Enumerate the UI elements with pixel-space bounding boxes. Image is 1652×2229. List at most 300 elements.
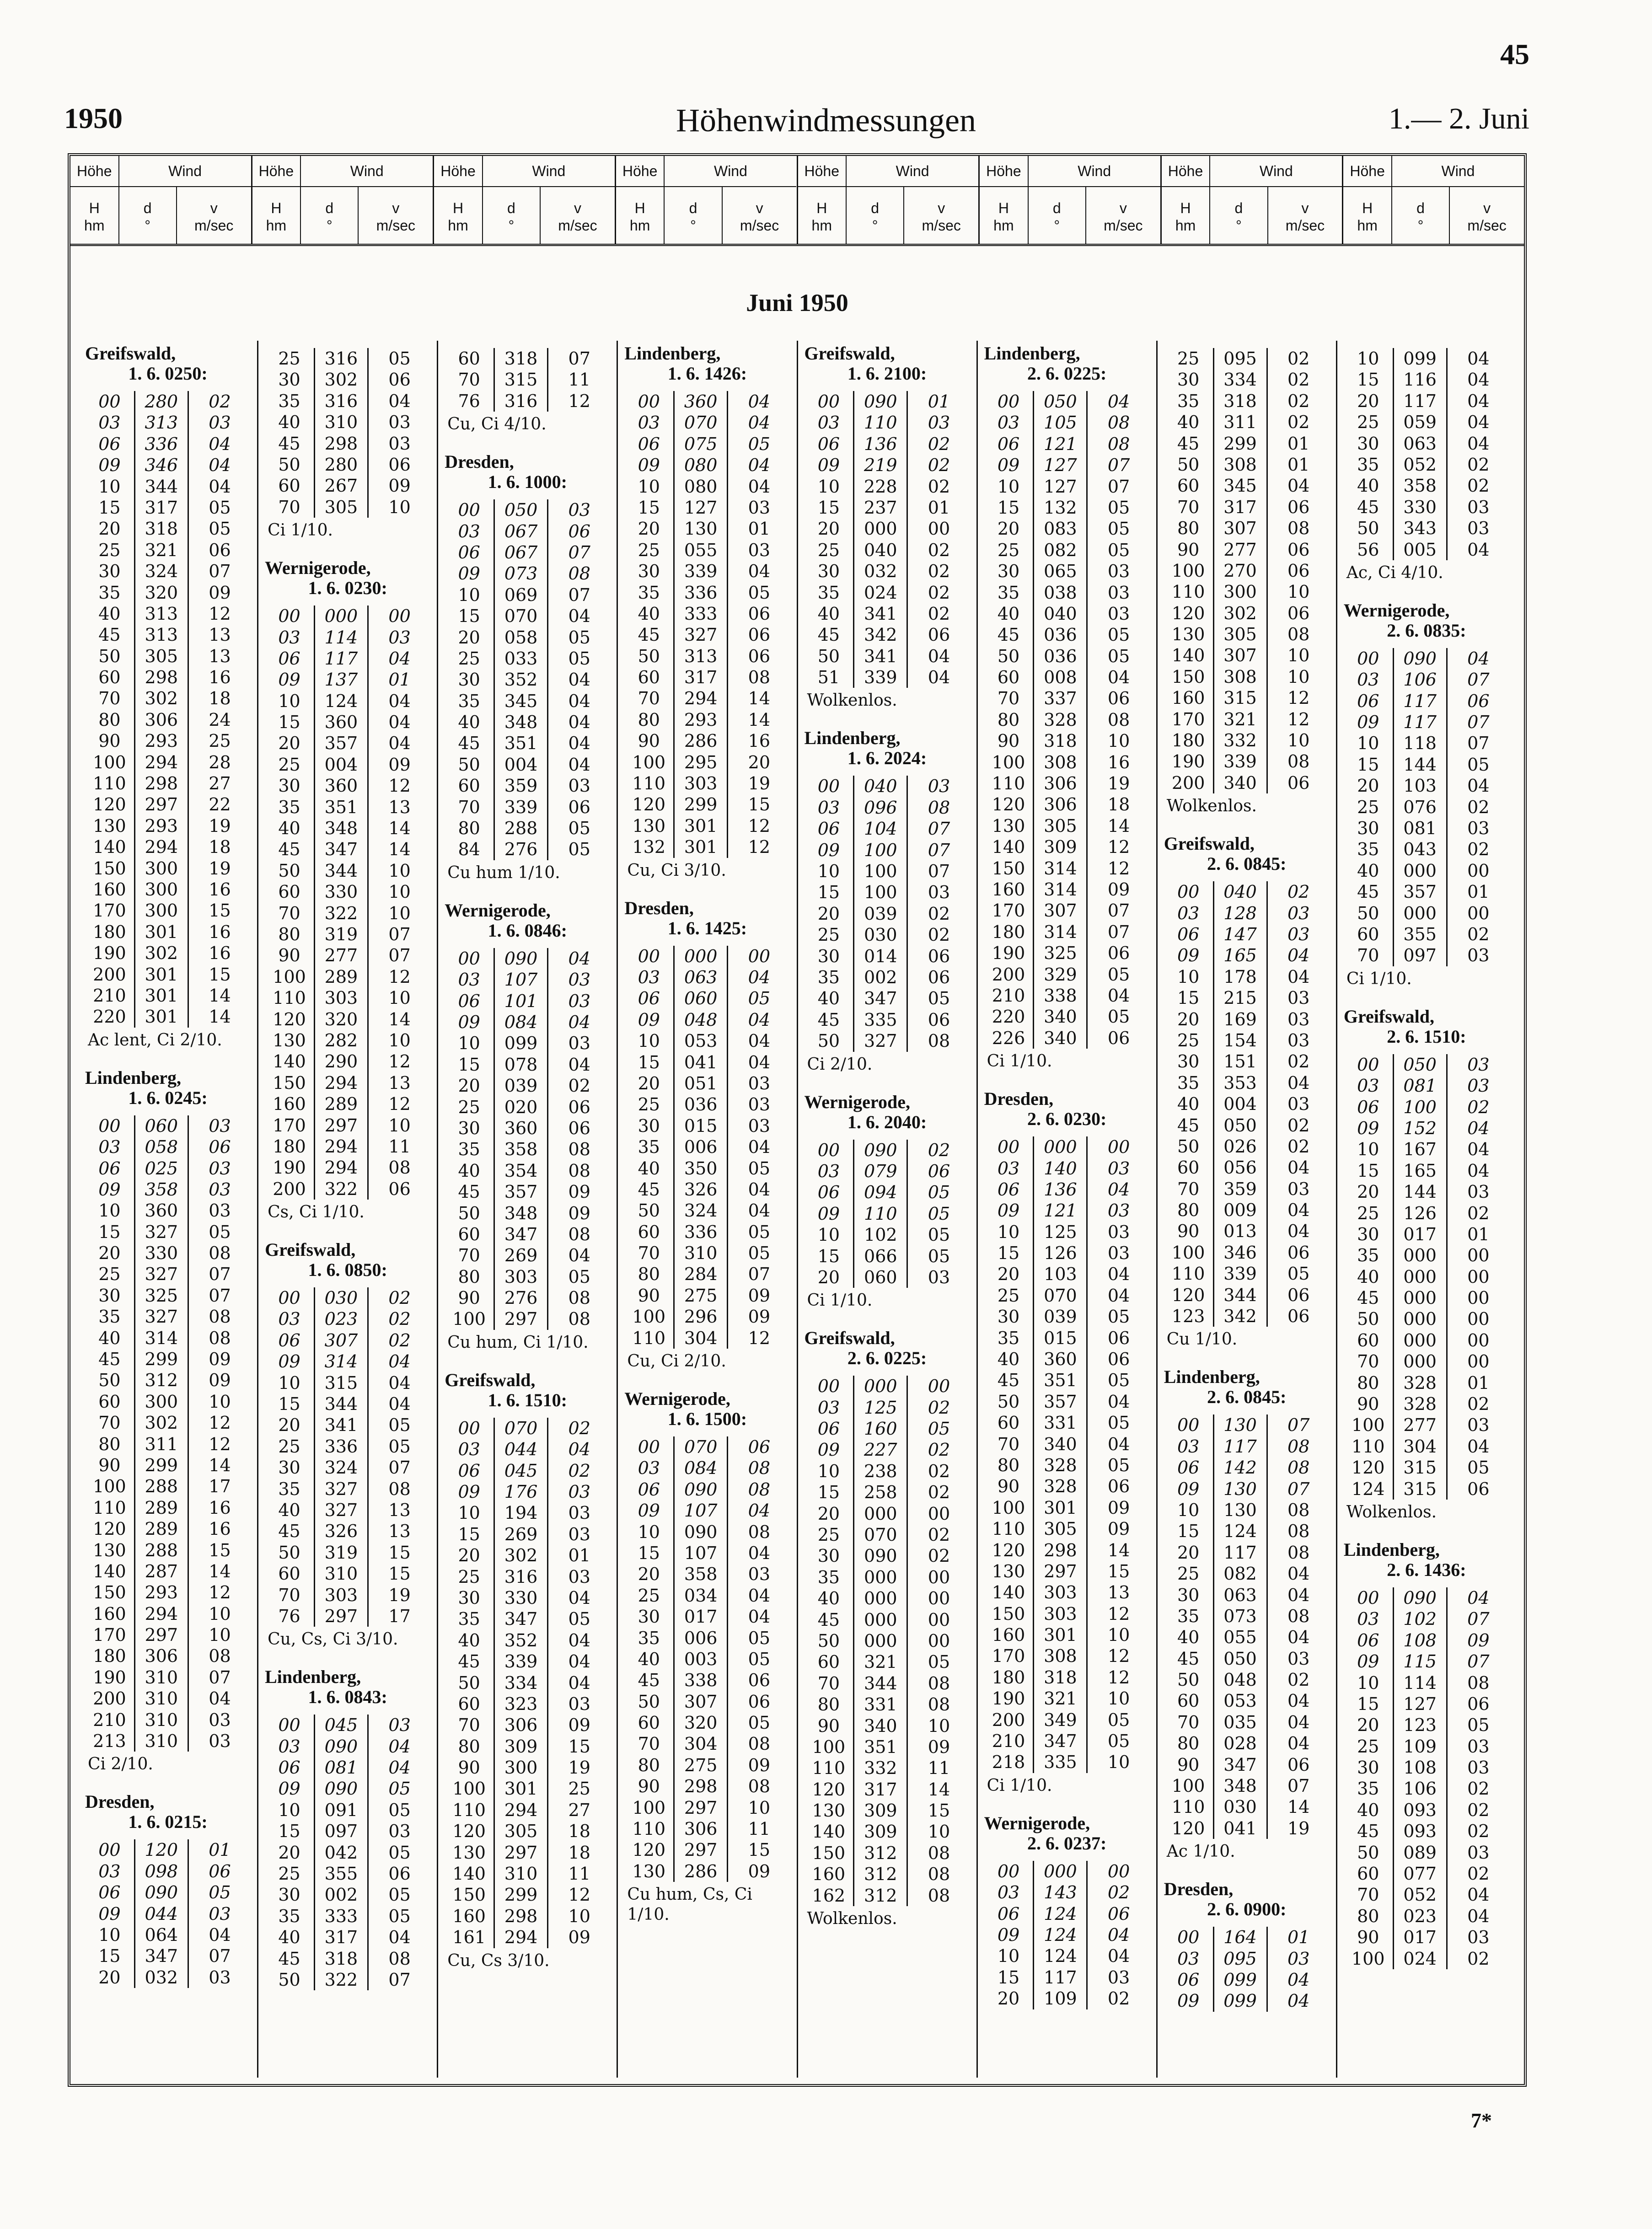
speed-cell: 02: [209, 391, 231, 412]
data-rows: [1164, 1927, 1330, 2012]
direction-cell: 347: [134, 1945, 189, 1966]
direction-cell: 298: [134, 773, 189, 794]
direction-cell: 330: [314, 881, 369, 902]
table-row: [984, 1222, 1150, 1243]
height-cell: 45: [98, 625, 121, 645]
cloud-note: Ci 1/10.: [807, 1291, 873, 1310]
speed-cell: 05: [928, 1419, 950, 1439]
header-group: [434, 156, 616, 244]
direction-cell: 306: [493, 1715, 548, 1736]
speed-cell: 03: [209, 1158, 231, 1179]
height-cell: 45: [817, 625, 840, 645]
table-row: [624, 1136, 790, 1157]
speed-cell: 05: [209, 497, 231, 518]
table-row: [805, 497, 970, 518]
speed-cell: 02: [1467, 1097, 1490, 1117]
speed-cell: 15: [748, 1840, 771, 1860]
speed-cell: 02: [1287, 882, 1310, 902]
speed-cell: 12: [1107, 837, 1130, 857]
speed-cell: 02: [1467, 924, 1490, 944]
height-cell: 15: [278, 712, 300, 733]
height-cell: 190: [93, 943, 126, 964]
speed-cell: 04: [1467, 412, 1490, 433]
height-cell: 15: [817, 1482, 840, 1503]
table-row: [805, 882, 970, 903]
speed-cell: 05: [928, 1203, 950, 1224]
height-cell: 100: [93, 752, 126, 772]
station-name: Dresden,: [85, 1791, 155, 1812]
speed-cell: 00: [1107, 1137, 1130, 1157]
table-row: [265, 1457, 430, 1478]
header-h: H: [1362, 200, 1373, 216]
height-cell: 25: [817, 540, 840, 560]
height-cell: 06: [1357, 1097, 1379, 1117]
table-row: [445, 1139, 610, 1160]
header-ms: m/sec: [1467, 217, 1507, 234]
table-row: [984, 730, 1150, 751]
height-cell: 25: [1177, 1564, 1200, 1584]
table-row: [1164, 645, 1330, 666]
cloud-note: Cu hum, Ci 1/10.: [447, 1333, 589, 1352]
table-row: [984, 476, 1150, 497]
direction-cell: 314: [1033, 879, 1088, 900]
height-cell: 90: [1357, 1394, 1379, 1415]
height-cell: 110: [632, 1328, 666, 1348]
height-cell: 40: [1357, 1800, 1379, 1820]
height-cell: 20: [817, 1267, 840, 1287]
speed-cell: 04: [568, 712, 590, 733]
height-cell: 200: [93, 964, 126, 985]
height-cell: 150: [93, 858, 126, 879]
direction-cell: 114: [314, 627, 369, 648]
speed-cell: 00: [928, 1567, 950, 1587]
direction-cell: 309: [493, 1736, 548, 1757]
height-cell: 140: [1171, 645, 1205, 666]
height-cell: 123: [1171, 1306, 1205, 1327]
speed-cell: 09: [748, 1285, 771, 1306]
table-row: [85, 900, 251, 921]
height-cell: 50: [1357, 903, 1379, 923]
direction-cell: 316: [314, 391, 369, 412]
speed-cell: 03: [1107, 1243, 1130, 1264]
table-row: [805, 1182, 970, 1203]
speed-cell: 05: [209, 519, 231, 539]
speed-cell: 03: [388, 433, 411, 454]
direction-cell: 346: [1213, 1242, 1268, 1263]
header-h: H: [816, 200, 827, 216]
table-row: [1164, 1436, 1330, 1457]
height-cell: 210: [93, 985, 126, 1006]
direction-cell: 289: [314, 966, 369, 987]
table-row: [445, 1308, 610, 1329]
height-cell: 90: [98, 731, 121, 751]
speed-cell: 03: [928, 882, 950, 903]
table-row: [445, 499, 610, 520]
speed-cell: 02: [928, 1440, 950, 1460]
height-cell: 45: [278, 433, 300, 454]
height-cell: 60: [638, 1713, 660, 1733]
speed-cell: 05: [748, 1158, 771, 1179]
direction-cell: 144: [1393, 1181, 1448, 1202]
header-direction-unit: [847, 187, 904, 244]
speed-cell: 05: [928, 988, 950, 1009]
table-row: [624, 815, 790, 836]
height-cell: 09: [98, 455, 121, 476]
direction-cell: 297: [134, 794, 189, 815]
table-row: [1344, 1715, 1509, 1736]
height-cell: 00: [817, 1140, 840, 1160]
direction-cell: 351: [493, 733, 548, 754]
direction-cell: 347: [314, 839, 369, 860]
direction-cell: 308: [1033, 752, 1088, 773]
speed-cell: 03: [1467, 1757, 1490, 1778]
height-cell: 45: [1177, 1648, 1200, 1669]
table-row: [1164, 539, 1330, 560]
table-row: [85, 1924, 251, 1945]
direction-cell: 302: [134, 688, 189, 709]
table-row: [805, 1715, 970, 1736]
table-row: [624, 1094, 790, 1115]
header-speed-unit: [904, 187, 978, 244]
station-name: Greifswald,: [804, 343, 895, 364]
table-row: [1344, 797, 1509, 818]
speed-cell: 12: [388, 966, 411, 987]
height-cell: 35: [1177, 391, 1200, 411]
height-cell: 00: [458, 948, 480, 969]
table-row: [85, 688, 251, 709]
speed-cell: 03: [1467, 1076, 1490, 1096]
direction-cell: 028: [1213, 1733, 1268, 1754]
height-cell: 110: [93, 1497, 126, 1518]
speed-cell: 05: [1107, 1709, 1130, 1730]
direction-cell: 289: [134, 1518, 189, 1539]
height-cell: 110: [1352, 1436, 1385, 1457]
speed-cell: 04: [568, 606, 590, 627]
direction-cell: 000: [853, 1609, 908, 1630]
table-row: [984, 1391, 1150, 1412]
speed-cell: 06: [748, 646, 771, 666]
table-row: [265, 1179, 430, 1200]
month-heading: Juni 1950: [746, 289, 848, 316]
height-cell: 25: [1177, 1030, 1200, 1050]
direction-cell: 312: [853, 1843, 908, 1864]
height-cell: 20: [817, 903, 840, 924]
direction-cell: 081: [1393, 818, 1448, 839]
cloud-note: Ci 1/10.: [987, 1052, 1052, 1071]
speed-cell: 04: [1467, 1436, 1490, 1457]
header-d: d: [871, 200, 880, 216]
header-v: v: [1483, 200, 1491, 216]
direction-cell: 060: [134, 1115, 189, 1136]
direction-cell: 165: [1393, 1160, 1448, 1181]
data-column: [438, 341, 618, 2078]
table-row: [624, 476, 790, 497]
direction-cell: 314: [1033, 922, 1088, 943]
table-row: [85, 1882, 251, 1903]
speed-cell: 04: [1287, 1221, 1310, 1242]
direction-cell: 114: [1393, 1672, 1448, 1693]
table-row: [1344, 1415, 1509, 1436]
table-row: [85, 1667, 251, 1688]
cloud-note: Cu, Ci 2/10.: [627, 1352, 726, 1371]
data-rows: [805, 1140, 970, 1288]
direction-cell: 008: [1033, 667, 1088, 688]
speed-cell: 07: [388, 1970, 411, 1990]
speed-cell: 03: [209, 1967, 231, 1988]
direction-cell: 000: [1393, 1245, 1448, 1266]
direction-cell: 288: [134, 1476, 189, 1497]
height-cell: 218: [992, 1752, 1025, 1773]
height-cell: 03: [1357, 1609, 1379, 1629]
height-cell: 120: [992, 1540, 1025, 1560]
table-row: [265, 1351, 430, 1372]
speed-cell: 15: [568, 1736, 590, 1757]
direction-cell: 277: [314, 945, 369, 966]
table-row: [624, 1797, 790, 1818]
speed-cell: 00: [1467, 1245, 1490, 1266]
height-cell: 170: [992, 900, 1025, 921]
speed-cell: 15: [388, 1564, 411, 1584]
speed-cell: 04: [748, 455, 771, 476]
speed-cell: 02: [928, 434, 950, 454]
height-cell: 90: [458, 1757, 480, 1778]
direction-cell: 099: [1393, 348, 1448, 369]
station-header: [1344, 1007, 1509, 1047]
table-row: [265, 348, 430, 369]
table-row: [85, 1603, 251, 1624]
speed-cell: 01: [1467, 1372, 1490, 1393]
speed-cell: 04: [388, 1757, 411, 1778]
height-cell: 10: [458, 584, 480, 605]
direction-cell: 288: [134, 1540, 189, 1561]
speed-cell: 03: [1467, 1927, 1490, 1948]
station-time: 1. 6. 2040:: [847, 1111, 927, 1132]
speed-cell: 12: [748, 815, 771, 836]
speed-cell: 05: [388, 1800, 411, 1820]
height-cell: 70: [278, 1585, 300, 1605]
direction-cell: 301: [134, 964, 189, 985]
height-cell: 30: [458, 1118, 480, 1138]
table-row: [1344, 1608, 1509, 1629]
direction-cell: 091: [314, 1800, 369, 1821]
direction-cell: 301: [493, 1778, 548, 1799]
direction-cell: 318: [493, 348, 548, 369]
direction-cell: 289: [134, 1497, 189, 1518]
height-cell: 60: [1357, 1864, 1379, 1884]
table-row: [984, 1861, 1150, 1882]
speed-cell: 18: [568, 1821, 590, 1842]
speed-cell: 08: [1467, 1672, 1490, 1693]
station-header: [805, 728, 970, 768]
height-cell: 25: [278, 754, 300, 775]
height-cell: 30: [278, 1457, 300, 1478]
table-row: [624, 1436, 790, 1457]
direction-cell: 013: [1213, 1221, 1268, 1242]
speed-cell: 06: [748, 603, 771, 624]
speed-cell: 03: [209, 1179, 231, 1200]
table-row: [85, 922, 251, 943]
direction-cell: 063: [1393, 433, 1448, 454]
speed-cell: 11: [928, 1758, 950, 1779]
direction-cell: 100: [853, 882, 908, 903]
direction-cell: 313: [134, 603, 189, 624]
direction-cell: 103: [1393, 775, 1448, 796]
header-group: [1343, 156, 1524, 244]
table-row: [805, 1140, 970, 1161]
direction-cell: 026: [1213, 1136, 1268, 1157]
direction-cell: 267: [314, 475, 369, 496]
table-row: [984, 1709, 1150, 1731]
height-cell: 60: [98, 1391, 121, 1412]
speed-cell: 00: [1467, 1351, 1490, 1372]
station-time: 2. 6. 0835:: [1387, 620, 1466, 641]
direction-cell: 338: [673, 1670, 728, 1691]
height-cell: 120: [1352, 1457, 1385, 1478]
table-row: [624, 1818, 790, 1839]
height-cell: 45: [98, 1349, 121, 1370]
speed-cell: 06: [1287, 1306, 1310, 1327]
speed-cell: 25: [209, 731, 231, 751]
direction-cell: 318: [314, 1948, 369, 1969]
station-time: 1. 6. 2024:: [847, 748, 927, 769]
height-cell: 100: [1352, 1948, 1385, 1969]
table-row: [624, 988, 790, 1009]
height-cell: 15: [997, 497, 1020, 518]
table-row: [805, 518, 970, 539]
direction-cell: 340: [1213, 772, 1268, 793]
header-h: H: [634, 200, 645, 216]
table-row: [624, 794, 790, 815]
speed-cell: 02: [388, 1330, 411, 1350]
direction-cell: 000: [1033, 1136, 1088, 1157]
station-header: [85, 343, 251, 384]
height-cell: 180: [992, 922, 1025, 942]
header-hm: hm: [448, 217, 468, 234]
table-row: [984, 1412, 1150, 1433]
table-row: [805, 1482, 970, 1503]
height-cell: 90: [278, 945, 300, 966]
table-row: [85, 858, 251, 879]
height-cell: 40: [98, 1328, 121, 1348]
direction-cell: 307: [1213, 645, 1268, 666]
direction-cell: 299: [1213, 433, 1268, 454]
direction-cell: 336: [134, 434, 189, 455]
height-cell: 210: [992, 1731, 1025, 1752]
table-row: [265, 1415, 430, 1436]
height-cell: 40: [278, 1500, 300, 1520]
speed-cell: 18: [1107, 794, 1130, 815]
height-cell: 120: [93, 1519, 126, 1539]
table-row: [805, 1524, 970, 1545]
speed-cell: 05: [748, 582, 771, 603]
speed-cell: 00: [1467, 1330, 1490, 1350]
direction-cell: 305: [1033, 1518, 1088, 1539]
height-cell: 50: [638, 646, 660, 666]
height-cell: 90: [817, 1715, 840, 1736]
direction-cell: 275: [673, 1755, 728, 1776]
direction-cell: 347: [493, 1608, 548, 1629]
height-cell: 130: [273, 1030, 306, 1050]
speed-cell: 24: [209, 709, 231, 730]
height-cell: 03: [98, 413, 121, 433]
speed-cell: 05: [928, 1246, 950, 1266]
speed-cell: 02: [928, 561, 950, 582]
direction-cell: 004: [1213, 1093, 1268, 1114]
header-ms: m/sec: [1104, 217, 1143, 234]
header-group: [252, 156, 434, 244]
height-cell: 10: [1357, 1139, 1379, 1160]
table-row: [805, 1545, 970, 1566]
table-row: [265, 1500, 430, 1521]
table-row: [265, 775, 430, 796]
height-cell: 06: [817, 1419, 840, 1439]
direction-cell: 000: [1393, 1308, 1448, 1329]
direction-cell: 319: [314, 1542, 369, 1563]
height-cell: 50: [278, 1970, 300, 1990]
height-cell: 70: [458, 797, 480, 817]
direction-cell: 353: [1213, 1072, 1268, 1093]
speed-cell: 04: [1467, 1118, 1490, 1138]
header-deg: °: [326, 217, 333, 234]
height-cell: 00: [1357, 1587, 1379, 1608]
height-cell: 15: [98, 1946, 121, 1966]
speed-cell: 02: [388, 1288, 411, 1308]
height-cell: 150: [992, 1603, 1025, 1624]
table-row: [984, 1434, 1150, 1455]
direction-cell: 058: [493, 627, 548, 648]
data-rows: [805, 776, 970, 1051]
speed-cell: 02: [1107, 1882, 1130, 1903]
speed-cell: 11: [388, 1136, 411, 1157]
direction-cell: 339: [853, 667, 908, 688]
direction-cell: 304: [1393, 1436, 1448, 1457]
height-cell: 90: [638, 731, 660, 751]
direction-cell: 297: [314, 1606, 369, 1627]
table-row: [85, 1306, 251, 1327]
table-row: [805, 1821, 970, 1842]
table-row: [445, 1693, 610, 1715]
speed-cell: 06: [209, 1861, 231, 1881]
speed-cell: 01: [1287, 1927, 1310, 1948]
height-cell: 20: [1357, 1182, 1379, 1202]
height-cell: 190: [992, 1688, 1025, 1709]
header-height-unit: [434, 187, 483, 244]
table-row: [624, 603, 790, 624]
direction-cell: 127: [1393, 1693, 1448, 1715]
height-cell: 09: [98, 1179, 121, 1200]
height-cell: 10: [997, 1222, 1020, 1242]
direction-cell: 000: [853, 1503, 908, 1524]
direction-cell: 300: [134, 1391, 189, 1412]
height-cell: 03: [817, 1397, 840, 1418]
direction-cell: 334: [1213, 369, 1268, 390]
speed-cell: 04: [1287, 1585, 1310, 1605]
speed-cell: 06: [1287, 539, 1310, 560]
speed-cell: 09: [1107, 879, 1130, 900]
direction-cell: 294: [314, 1157, 369, 1178]
direction-cell: 070: [493, 1418, 548, 1439]
speed-cell: 05: [748, 1243, 771, 1264]
table-row: [85, 1455, 251, 1476]
table-row: [1164, 624, 1330, 645]
speed-cell: 07: [209, 561, 231, 582]
direction-cell: 100: [853, 861, 908, 882]
table-row: [624, 1073, 790, 1094]
speed-cell: 12: [209, 1413, 231, 1433]
height-cell: 130: [632, 1861, 666, 1881]
speed-cell: 04: [1287, 1712, 1310, 1732]
height-cell: 150: [273, 1072, 306, 1093]
